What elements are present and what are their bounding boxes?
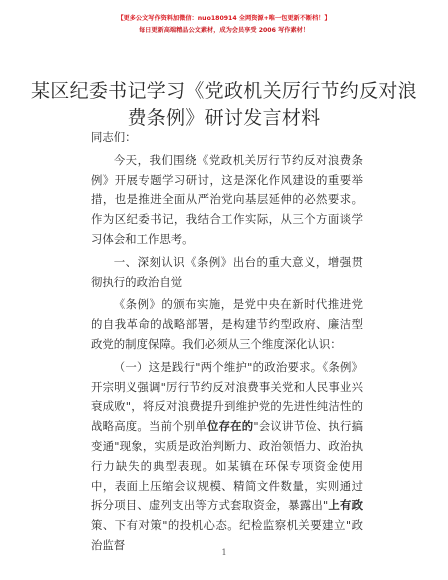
section-heading-1: 一、深刻认识《条例》出台的重大意义，增强贯彻执行的政治自觉 [91, 254, 363, 289]
document-title-line-1: 某区纪委书记学习《党政机关厉行节约反对浪 [30, 80, 417, 102]
document-body [91, 128, 363, 559]
paragraph-text-part-2: "会议讲节俭、执行搞变通"现象，实质是政治判断力、政治领悟力、政治执行力缺失的典型表现。如某镇在环保专项资金使用中，表面上压缩会议规模、精简文件数量，实则通过拆分项目、虚列支出等方式套取资金，暴露出" [91, 419, 363, 513]
paragraph-bold-text-1: 位存在的 [206, 419, 254, 434]
paragraph-intro: 今天，我们围绕《党政机关厉行节约反对浪费条例》开展专题学习研讨，这是深化作风建设的重要举措，也是推进全面从严治党向基层延伸的必然要求。作为区纪委书记，我结合工作实际，从三个方面谈学习体会和工作思考。 [91, 152, 363, 246]
paragraph-text-part-3: 策、下有对策"的投机心态。纪检监察机关要建立"政治监督 [91, 518, 363, 552]
salutation: 同志们： [91, 130, 137, 144]
promo-banner-line-2: 每日更新高端精品公文素材，成为会员享受 2006 写作素材！ [138, 27, 310, 34]
document-title [0, 78, 448, 132]
promo-banner-line-1: 【更多公文写作资料加微信：nuo180914 全网资源+唯一包更新不断档！】 [117, 15, 331, 22]
paragraph-significance: 《条例》的颁布实施，是党中央在新时代推进党的自我革命的战略部署，是构建节约型政府、廉洁型政党的制度保障。我们必须从三个维度深化认识： [91, 297, 363, 351]
page-number: 1 [221, 548, 227, 557]
paragraph-text-part-1: （一）这是践行"两个维护"的政治要求。《条例》开宗明义强调"厉行节约反对浪费事关党和人民事业兴衰成败"，将反对浪费提升到维护党的先进性纯洁性的战略高度。当前个别单 [91, 359, 363, 434]
document-title-line-2: 费条例》研讨发言材料 [127, 107, 321, 129]
paragraph-political-requirement [91, 358, 363, 556]
promo-banner [0, 13, 448, 37]
paragraph-bold-text-2: 上有政 [328, 498, 363, 513]
